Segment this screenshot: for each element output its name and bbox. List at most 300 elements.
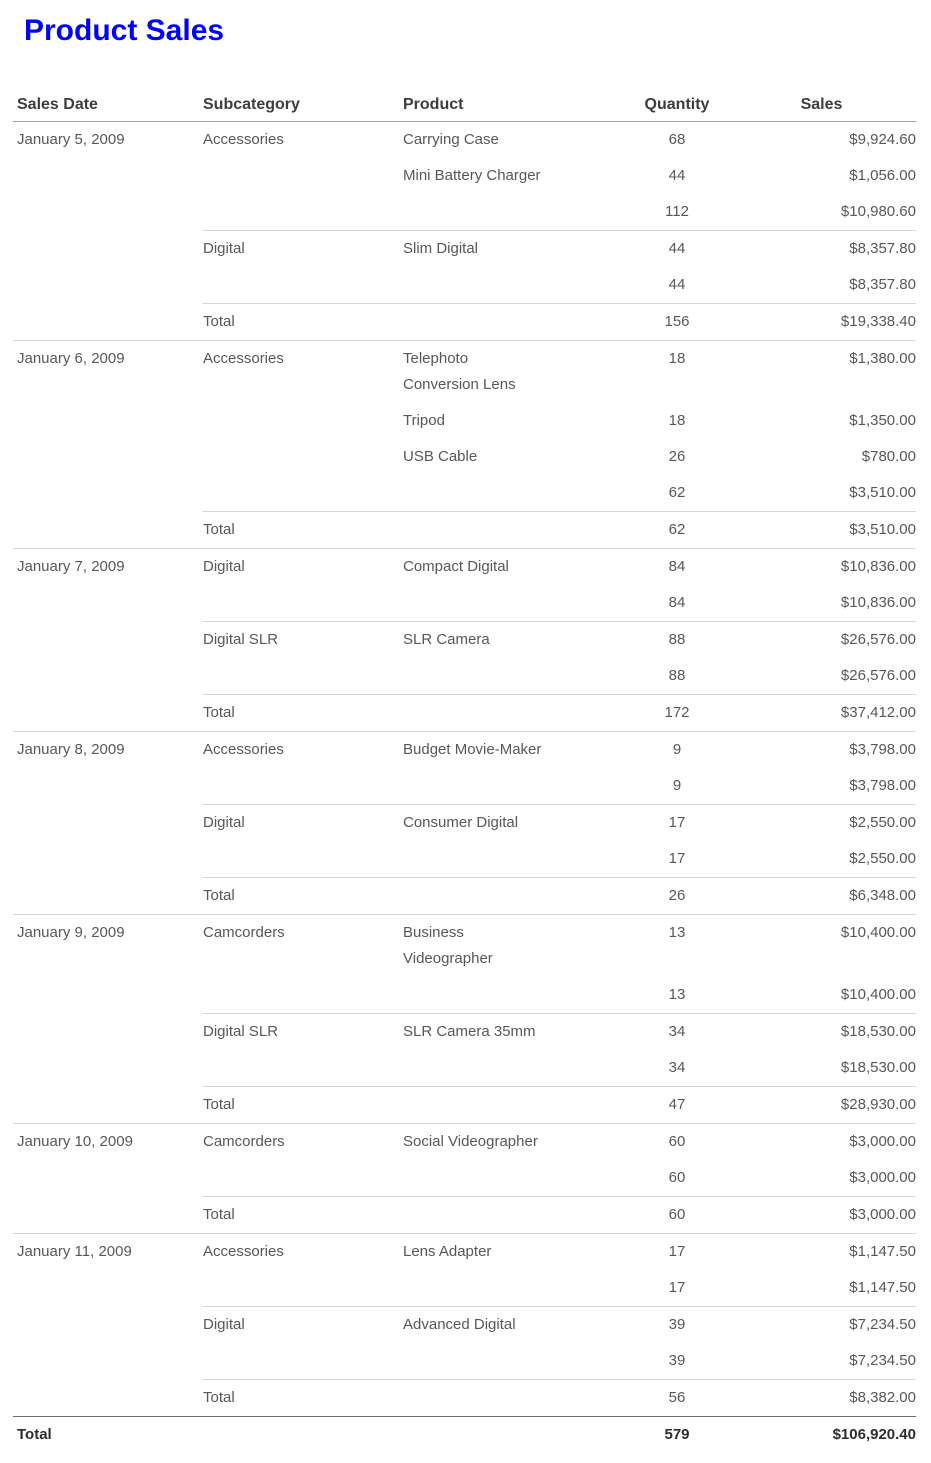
grand-total-row: [13, 1417, 916, 1454]
cell-sales-text: $3,000.00: [849, 1169, 916, 1186]
cell-subcategory-text: Total: [203, 704, 235, 721]
cell-quantity-text: 62: [668, 521, 686, 538]
cell-sales-text: $10,836.00: [840, 594, 916, 611]
cell-subcategory-text: Digital: [203, 240, 245, 257]
cell-sales-date: [13, 439, 203, 475]
cell-subcategory: [203, 1014, 403, 1051]
cell-sales-date-text: January 10, 2009: [17, 1133, 133, 1150]
cell-subcategory: [203, 658, 403, 695]
cell-sales: [727, 1050, 916, 1087]
cell-subcategory: [203, 1234, 403, 1271]
cell-sales-date-text: January 9, 2009: [17, 924, 125, 941]
cell-quantity: [627, 732, 727, 769]
cell-quantity-text: 17: [668, 814, 686, 831]
cell-quantity-text: 60: [668, 1133, 686, 1150]
cell-sales-date: [13, 122, 203, 159]
cell-quantity: [627, 878, 727, 915]
cell-subcategory: [203, 695, 403, 732]
cell-quantity: [627, 549, 727, 586]
table-row: [13, 1014, 916, 1051]
cell-quantity: [627, 977, 727, 1014]
cell-sales-text: $8,357.80: [849, 276, 916, 293]
cell-sales-date: [13, 1050, 203, 1087]
cell-sales-date: [13, 158, 203, 194]
cell-product: [403, 915, 627, 978]
cell-sales-date: [13, 231, 203, 268]
table-row: [13, 732, 916, 769]
cell-quantity-text: 17: [668, 1243, 686, 1260]
cell-quantity-text: 44: [668, 240, 686, 257]
cell-subcategory: [203, 267, 403, 304]
cell-sales-text: $1,380.00: [849, 350, 916, 367]
cell-product: [403, 267, 627, 304]
cell-quantity: [627, 122, 727, 159]
table-row: [13, 1087, 916, 1124]
cell-quantity-text: 26: [668, 448, 686, 465]
table-row: [13, 512, 916, 549]
cell-quantity-text: 60: [668, 1169, 686, 1186]
cell-sales-date: [13, 915, 203, 978]
cell-sales: [727, 549, 916, 586]
cell-product-text: USB Cable: [403, 448, 478, 465]
cell-quantity: [627, 841, 727, 878]
cell-quantity-text: 56: [668, 1389, 686, 1406]
cell-quantity-text: 112: [665, 203, 689, 220]
cell-subcategory-text: Total: [203, 1389, 235, 1406]
cell-sales-text: $1,056.00: [849, 167, 916, 184]
cell-product: [403, 1160, 627, 1197]
table-row: [13, 1343, 916, 1380]
cell-quantity: [627, 194, 727, 231]
cell-sales: [727, 1417, 916, 1454]
cell-product-text: Consumer Digital: [403, 814, 519, 831]
cell-sales-date: [13, 1014, 203, 1051]
column-header-product: Product: [403, 95, 627, 122]
cell-product: [403, 231, 627, 268]
cell-quantity-text: 84: [668, 594, 686, 611]
cell-sales: [727, 341, 916, 404]
cell-product: [403, 878, 627, 915]
cell-sales: [727, 1307, 916, 1344]
cell-product: [403, 304, 627, 341]
cell-sales: [727, 915, 916, 978]
table-row: [13, 341, 916, 404]
cell-sales-date: [13, 267, 203, 304]
cell-sales: [727, 1380, 916, 1417]
cell-subcategory: [203, 1380, 403, 1417]
cell-sales: [727, 475, 916, 512]
cell-product: [403, 549, 627, 586]
table-row: [13, 1050, 916, 1087]
cell-product: [403, 512, 627, 549]
cell-quantity: [627, 304, 727, 341]
cell-sales: [727, 304, 916, 341]
table-header-row: [13, 95, 916, 122]
cell-product: [403, 1124, 627, 1161]
cell-subcategory: [203, 915, 403, 978]
cell-product-text: Budget Movie-Maker: [403, 741, 542, 758]
cell-subcategory-text: Total: [203, 313, 235, 330]
cell-sales-text: $3,000.00: [849, 1206, 916, 1223]
table-row: [13, 1380, 916, 1417]
cell-sales: [727, 1197, 916, 1234]
cell-subcategory: [203, 1087, 403, 1124]
cell-quantity-text: 44: [668, 167, 686, 184]
cell-sales-text: $26,576.00: [840, 631, 916, 648]
cell-subcategory: [203, 841, 403, 878]
table-row: [13, 768, 916, 805]
cell-product: [403, 658, 627, 695]
cell-product: [403, 475, 627, 512]
cell-sales: [727, 267, 916, 304]
cell-sales: [727, 1160, 916, 1197]
cell-sales-text: $8,357.80: [849, 240, 916, 257]
cell-subcategory: [203, 158, 403, 194]
table-row: [13, 1234, 916, 1271]
cell-quantity: [627, 805, 727, 842]
cell-sales-text: $8,382.00: [849, 1389, 916, 1406]
cell-sales-text: $6,348.00: [849, 887, 916, 904]
cell-sales: [727, 768, 916, 805]
cell-sales: [727, 732, 916, 769]
page-title: Product Sales: [24, 14, 225, 47]
cell-sales-text: $1,147.50: [849, 1243, 916, 1260]
cell-quantity-text: 9: [672, 741, 682, 758]
cell-subcategory-text: Total: [203, 1096, 235, 1113]
table-row: [13, 1160, 916, 1197]
cell-product: [403, 695, 627, 732]
cell-sales-text: $19,338.40: [840, 313, 916, 330]
cell-sales-date: [13, 194, 203, 231]
cell-sales-date-text: January 8, 2009: [17, 741, 125, 758]
cell-sales-date: [13, 512, 203, 549]
cell-subcategory-text: Digital SLR: [203, 631, 279, 648]
cell-sales-text: $7,234.50: [849, 1316, 916, 1333]
cell-quantity: [627, 915, 727, 978]
cell-subcategory: [203, 768, 403, 805]
cell-product: [403, 403, 627, 439]
table-row: [13, 915, 916, 978]
cell-sales-date: [13, 475, 203, 512]
cell-quantity-text: 39: [668, 1352, 686, 1369]
cell-product-text: Mini Battery Charger: [403, 167, 541, 184]
cell-sales-date: [13, 585, 203, 622]
cell-product: [403, 1417, 627, 1454]
column-header-sales-date: Sales Date: [13, 95, 203, 122]
table-row: [13, 549, 916, 586]
cell-sales-text: $3,510.00: [849, 484, 916, 501]
cell-subcategory-text: Accessories: [203, 131, 284, 148]
cell-sales-date: [13, 658, 203, 695]
cell-sales: [727, 658, 916, 695]
table-row: [13, 1124, 916, 1161]
cell-sales-date-text: Total: [17, 1426, 52, 1443]
cell-product-text: Carrying Case: [403, 131, 499, 148]
cell-subcategory-text: Accessories: [203, 350, 284, 367]
cell-product-text: Advanced Digital: [403, 1316, 516, 1333]
cell-quantity: [627, 1234, 727, 1271]
cell-quantity: [627, 512, 727, 549]
cell-quantity: [627, 1050, 727, 1087]
cell-product: [403, 977, 627, 1014]
cell-sales-text: $26,576.00: [840, 667, 916, 684]
cell-product: [403, 841, 627, 878]
cell-product: [403, 1343, 627, 1380]
cell-product: [403, 1307, 627, 1344]
cell-subcategory-text: Camcorders: [203, 924, 285, 941]
cell-subcategory: [203, 1197, 403, 1234]
cell-product: [403, 622, 627, 659]
cell-sales: [727, 439, 916, 475]
table-row: [13, 622, 916, 659]
cell-sales: [727, 695, 916, 732]
cell-subcategory-text: Total: [203, 1206, 235, 1223]
cell-quantity: [627, 231, 727, 268]
cell-sales-date: [13, 1380, 203, 1417]
cell-quantity-text: 13: [668, 986, 686, 1003]
cell-product: [403, 585, 627, 622]
cell-sales-date: [13, 977, 203, 1014]
cell-sales-text: $10,836.00: [840, 558, 916, 575]
cell-subcategory-text: Digital: [203, 558, 245, 575]
table-row: [13, 194, 916, 231]
table-row: [13, 977, 916, 1014]
cell-subcategory: [203, 1270, 403, 1307]
cell-sales-date: [13, 1160, 203, 1197]
cell-sales-text: $2,550.00: [849, 814, 916, 831]
cell-quantity: [627, 1014, 727, 1051]
cell-subcategory: [203, 304, 403, 341]
cell-sales-date-text: January 7, 2009: [17, 558, 125, 575]
cell-subcategory-text: Total: [203, 521, 235, 538]
cell-subcategory: [203, 878, 403, 915]
cell-sales-text: $9,924.60: [849, 131, 916, 148]
cell-quantity-text: 156: [664, 313, 690, 330]
cell-quantity: [627, 1197, 727, 1234]
cell-quantity-text: 62: [668, 484, 686, 501]
table-row: [13, 403, 916, 439]
cell-product-text: Tripod: [403, 412, 445, 429]
cell-product: [403, 732, 627, 769]
cell-subcategory: [203, 1417, 403, 1454]
cell-quantity-text: 88: [668, 631, 686, 648]
table-row: [13, 231, 916, 268]
cell-sales: [727, 1014, 916, 1051]
cell-quantity-text: 18: [668, 350, 686, 367]
cell-sales-date: [13, 1270, 203, 1307]
cell-sales-text: $3,510.00: [849, 521, 916, 538]
cell-product: [403, 1380, 627, 1417]
cell-sales-date: [13, 1234, 203, 1271]
cell-quantity: [627, 1380, 727, 1417]
cell-sales-date: [13, 805, 203, 842]
cell-sales: [727, 122, 916, 159]
cell-product: [403, 1050, 627, 1087]
cell-subcategory: [203, 1343, 403, 1380]
cell-sales: [727, 841, 916, 878]
cell-sales-date: [13, 841, 203, 878]
table-row: [13, 585, 916, 622]
cell-sales-text: $10,400.00: [840, 986, 916, 1003]
cell-sales-date: [13, 1087, 203, 1124]
cell-subcategory-text: Accessories: [203, 1243, 284, 1260]
cell-sales-text: $1,350.00: [849, 412, 916, 429]
cell-sales-text: $2,550.00: [849, 850, 916, 867]
cell-sales: [727, 231, 916, 268]
cell-product: [403, 1014, 627, 1051]
cell-quantity: [627, 1307, 727, 1344]
cell-product: [403, 341, 627, 404]
cell-product: [403, 1087, 627, 1124]
cell-subcategory: [203, 341, 403, 404]
table-row: [13, 1307, 916, 1344]
cell-quantity: [627, 1160, 727, 1197]
cell-subcategory: [203, 805, 403, 842]
cell-sales-date: [13, 549, 203, 586]
cell-quantity: [627, 267, 727, 304]
cell-sales-date: [13, 304, 203, 341]
cell-sales-date: [13, 878, 203, 915]
table-row: [13, 439, 916, 475]
cell-subcategory: [203, 1160, 403, 1197]
cell-sales-date-text: January 5, 2009: [17, 131, 125, 148]
cell-subcategory-text: Digital SLR: [203, 1023, 279, 1040]
cell-subcategory: [203, 475, 403, 512]
cell-product-text: SLR Camera 35mm: [403, 1023, 536, 1040]
cell-sales: [727, 403, 916, 439]
cell-quantity-text: 9: [672, 777, 682, 794]
table-row: [13, 122, 916, 159]
cell-quantity: [627, 585, 727, 622]
cell-subcategory-text: Digital: [203, 1316, 245, 1333]
cell-quantity-text: 34: [668, 1023, 686, 1040]
column-header-subcategory: Subcategory: [203, 95, 403, 122]
cell-quantity-text: 18: [668, 412, 686, 429]
cell-quantity: [627, 475, 727, 512]
cell-sales-date: [13, 732, 203, 769]
cell-sales-text: $37,412.00: [840, 704, 916, 721]
cell-quantity: [627, 768, 727, 805]
cell-sales: [727, 158, 916, 194]
cell-sales-date-text: January 11, 2009: [17, 1243, 132, 1260]
cell-quantity-text: 68: [668, 131, 686, 148]
cell-product: [403, 158, 627, 194]
table-row: [13, 878, 916, 915]
cell-sales-text: $7,234.50: [849, 1352, 916, 1369]
cell-subcategory: [203, 622, 403, 659]
table-row: [13, 1197, 916, 1234]
cell-sales-date: [13, 622, 203, 659]
table-row: [13, 304, 916, 341]
cell-sales: [727, 1270, 916, 1307]
cell-sales-text: $10,980.60: [840, 203, 916, 220]
table-body: [13, 122, 916, 1454]
cell-quantity-text: 47: [668, 1096, 686, 1113]
cell-product-text: Telephoto Conversion Lens: [403, 350, 516, 393]
cell-subcategory: [203, 1050, 403, 1087]
cell-subcategory: [203, 585, 403, 622]
cell-quantity: [627, 1087, 727, 1124]
table-row: [13, 805, 916, 842]
cell-quantity-text: 17: [668, 850, 686, 867]
cell-quantity: [627, 341, 727, 404]
column-header-quantity: Quantity: [627, 95, 727, 122]
cell-product: [403, 768, 627, 805]
cell-product-text: Compact Digital: [403, 558, 509, 575]
cell-sales: [727, 512, 916, 549]
cell-sales-date: [13, 341, 203, 404]
cell-product-text: SLR Camera: [403, 631, 490, 648]
cell-quantity-text: 17: [668, 1279, 686, 1296]
cell-quantity: [627, 1343, 727, 1380]
cell-sales: [727, 977, 916, 1014]
cell-sales: [727, 194, 916, 231]
cell-product: [403, 439, 627, 475]
cell-sales: [727, 1234, 916, 1271]
cell-sales-date: [13, 403, 203, 439]
table-row: [13, 658, 916, 695]
cell-product: [403, 1234, 627, 1271]
sales-table: [13, 95, 916, 1453]
cell-subcategory: [203, 1307, 403, 1344]
cell-quantity: [627, 658, 727, 695]
cell-product: [403, 805, 627, 842]
cell-quantity: [627, 695, 727, 732]
table-row: [13, 158, 916, 194]
cell-quantity: [627, 158, 727, 194]
cell-subcategory: [203, 977, 403, 1014]
cell-quantity-text: 26: [668, 887, 686, 904]
cell-sales-text: $106,920.40: [832, 1426, 916, 1443]
cell-quantity: [627, 439, 727, 475]
cell-product-text: Lens Adapter: [403, 1243, 492, 1260]
cell-sales-date: [13, 695, 203, 732]
cell-sales: [727, 1124, 916, 1161]
cell-subcategory-text: Camcorders: [203, 1133, 285, 1150]
cell-sales-text: $28,930.00: [840, 1096, 916, 1113]
cell-sales-text: $780.00: [861, 448, 916, 465]
cell-quantity-text: 172: [664, 704, 690, 721]
cell-sales: [727, 805, 916, 842]
cell-sales-text: $3,798.00: [849, 777, 916, 794]
cell-subcategory: [203, 549, 403, 586]
cell-subcategory-text: Digital: [203, 814, 245, 831]
cell-subcategory: [203, 1124, 403, 1161]
cell-sales-text: $1,147.50: [849, 1279, 916, 1296]
cell-quantity-text: 84: [668, 558, 686, 575]
table-row: [13, 1270, 916, 1307]
cell-sales-date: [13, 1124, 203, 1161]
table-row: [13, 267, 916, 304]
cell-quantity: [627, 1124, 727, 1161]
cell-product-text: Business Videographer: [403, 924, 493, 967]
cell-quantity: [627, 1417, 727, 1454]
cell-product: [403, 122, 627, 159]
table-row: [13, 695, 916, 732]
cell-sales-date: [13, 768, 203, 805]
cell-product-text: Social Videographer: [403, 1133, 538, 1150]
cell-subcategory: [203, 512, 403, 549]
cell-sales-text: $18,530.00: [840, 1059, 916, 1076]
cell-sales-date-text: January 6, 2009: [17, 350, 125, 367]
cell-sales: [727, 622, 916, 659]
cell-quantity-text: 39: [668, 1316, 686, 1333]
cell-quantity-text: 60: [668, 1206, 686, 1223]
cell-sales: [727, 878, 916, 915]
column-header-sales: Sales: [727, 95, 916, 122]
cell-quantity: [627, 403, 727, 439]
table-row: [13, 475, 916, 512]
